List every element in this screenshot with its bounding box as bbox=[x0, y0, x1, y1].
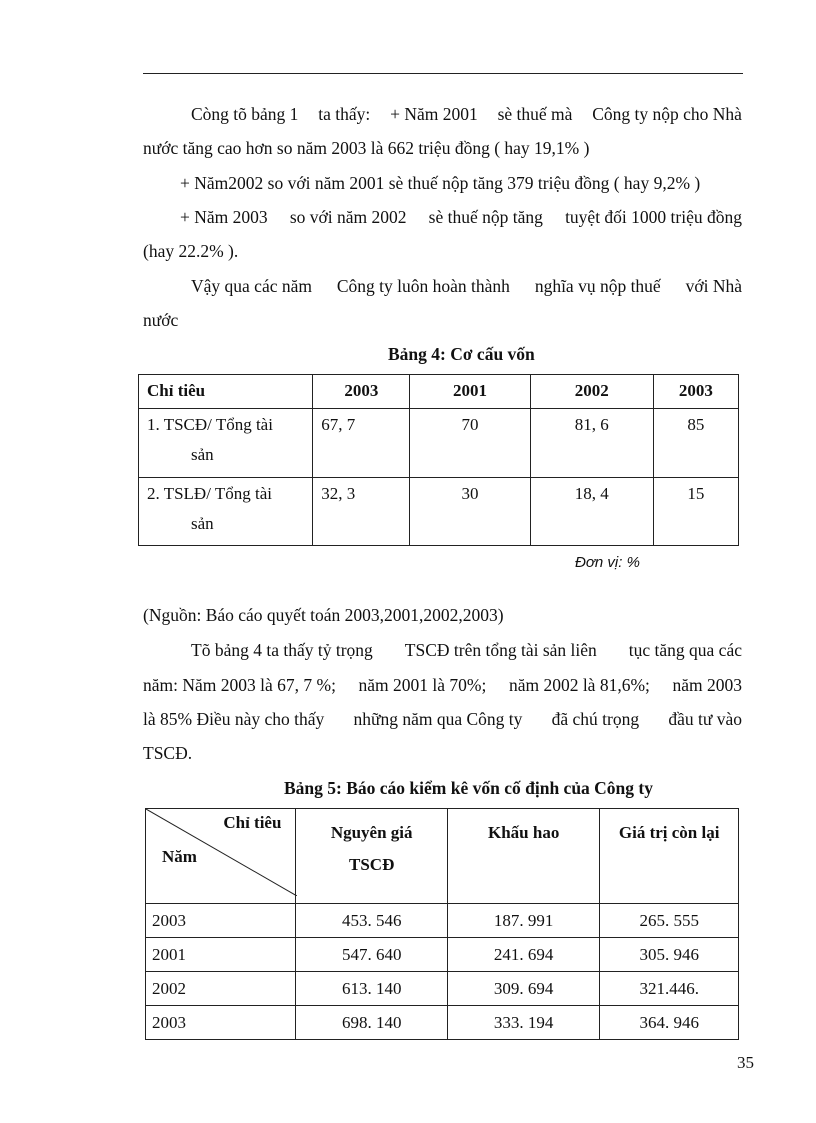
table-cell: 305. 946 bbox=[600, 938, 739, 972]
text-segment: năm 2002 là 81,6%; bbox=[508, 675, 650, 695]
table-cell: 698. 140 bbox=[296, 1006, 448, 1040]
table-cell: 333. 194 bbox=[447, 1006, 599, 1040]
paragraph-3-line-2: (hay 22.2% ). bbox=[143, 241, 239, 261]
unit-note: Đơn vị: % bbox=[575, 554, 640, 571]
page-number: 35 bbox=[737, 1053, 754, 1072]
text-segment: so với năm 2002 bbox=[289, 207, 407, 227]
paragraph-4-line-1 bbox=[191, 276, 742, 297]
text-segment: những năm qua Công ty bbox=[353, 709, 523, 729]
table-cell: 85 bbox=[653, 409, 738, 478]
col-header: 2002 bbox=[530, 375, 653, 409]
text-segment: năm 2003 bbox=[672, 675, 742, 695]
row-label bbox=[139, 478, 313, 546]
diagonal-header-cell bbox=[146, 809, 296, 904]
table-row bbox=[146, 904, 739, 938]
table-cell: 453. 546 bbox=[296, 904, 448, 938]
text-segment: Công ty luôn hoàn thành bbox=[336, 276, 510, 296]
table-cell: 309. 694 bbox=[447, 972, 599, 1006]
col-header: 2001 bbox=[410, 375, 530, 409]
table-cell: 241. 694 bbox=[447, 938, 599, 972]
table-cell: 15 bbox=[653, 478, 738, 546]
table-cell: 613. 140 bbox=[296, 972, 448, 1006]
table-header-row bbox=[146, 809, 739, 904]
table-cell: 187. 991 bbox=[447, 904, 599, 938]
table-4-caption: Bảng 4: Cơ cấu vốn bbox=[388, 344, 535, 364]
paragraph-4-line-2: nước bbox=[143, 310, 179, 330]
text-segment: sè thuế mà bbox=[497, 104, 573, 124]
row-label-cont: sản bbox=[191, 445, 214, 464]
text-segment: nghĩa vụ nộp thuế bbox=[534, 276, 661, 296]
paragraph-5-line-2 bbox=[143, 675, 742, 696]
table-cell: 32, 3 bbox=[313, 478, 410, 546]
table-cell: 30 bbox=[410, 478, 530, 546]
col-header: Chỉ tiêu bbox=[139, 375, 313, 409]
text-segment: năm 2001 là 70%; bbox=[358, 675, 487, 695]
paragraph-5-line-1 bbox=[191, 640, 742, 661]
text-segment: TSCĐ trên tổng tài sản liên bbox=[404, 640, 597, 660]
table-cell: 18, 4 bbox=[530, 478, 653, 546]
table-cell: 265. 555 bbox=[600, 904, 739, 938]
corner-header-top: Chỉ tiêu bbox=[223, 813, 282, 832]
row-label bbox=[139, 409, 313, 478]
text-segment: là 85% Điều này cho thấy bbox=[143, 709, 325, 729]
paragraph-1-line-2: nước tăng cao hơn so năm 2003 là 662 triệu đồng ( hay 19,1% ) bbox=[143, 138, 590, 158]
source-note: (Nguồn: Báo cáo quyết toán 2003,2001,2002,2003) bbox=[143, 605, 504, 625]
table-cell: 67, 7 bbox=[313, 409, 410, 478]
col-header: Giá trị còn lại bbox=[600, 809, 739, 904]
table-row bbox=[146, 972, 739, 1006]
row-label-text: 1. TSCĐ/ Tổng tài bbox=[147, 415, 273, 434]
table-5 bbox=[145, 808, 739, 1040]
year-cell: 2001 bbox=[146, 938, 296, 972]
year-cell: 2002 bbox=[146, 972, 296, 1006]
text-segment: + Năm 2001 bbox=[390, 104, 478, 124]
text-segment: ta thấy: bbox=[318, 104, 371, 124]
table-row bbox=[139, 409, 739, 478]
text-segment: + Năm 2003 bbox=[180, 207, 268, 227]
col-header-line: TSCĐ bbox=[349, 855, 395, 874]
paragraph-2: + Năm2002 so với năm 2001 sè thuế nộp tăng 379 triệu đồng ( hay 9,2% ) bbox=[180, 173, 701, 193]
text-segment: tuyệt đối 1000 triệu đồng bbox=[565, 207, 742, 227]
table-cell: 547. 640 bbox=[296, 938, 448, 972]
col-header: Khấu hao bbox=[447, 809, 599, 904]
text-segment: Tõ bảng 4 ta thấy tỷ trọng bbox=[191, 640, 373, 660]
table-header-row bbox=[139, 375, 739, 409]
table-row bbox=[146, 1006, 739, 1040]
row-label-text: 2. TSLĐ/ Tổng tài bbox=[147, 484, 272, 503]
paragraph-5-line-3 bbox=[143, 709, 742, 730]
table-cell: 70 bbox=[410, 409, 530, 478]
header-rule bbox=[143, 73, 743, 74]
col-header-line: Nguyên giá bbox=[330, 823, 413, 842]
text-segment: đầu tư vào bbox=[668, 709, 742, 729]
year-cell: 2003 bbox=[146, 904, 296, 938]
year-cell: 2003 bbox=[146, 1006, 296, 1040]
text-segment: tục tăng qua các bbox=[628, 640, 742, 660]
paragraph-1-line-1 bbox=[191, 104, 742, 125]
col-header: 2003 bbox=[653, 375, 738, 409]
table-cell: 321.446. bbox=[600, 972, 739, 1006]
col-header bbox=[296, 809, 448, 904]
text-segment: sè thuế nộp tăng bbox=[428, 207, 543, 227]
table-row bbox=[146, 938, 739, 972]
paragraph-3-line-1 bbox=[180, 207, 742, 228]
paragraph-5-line-4: TSCĐ. bbox=[143, 743, 193, 763]
text-segment: đã chú trọng bbox=[551, 709, 640, 729]
table-cell: 364. 946 bbox=[600, 1006, 739, 1040]
text-segment: với Nhà bbox=[685, 276, 742, 296]
table-cell: 81, 6 bbox=[530, 409, 653, 478]
corner-header-bottom: Năm bbox=[162, 847, 197, 866]
row-label-cont: sản bbox=[191, 514, 214, 533]
table-row bbox=[139, 478, 739, 546]
text-segment: năm: Năm 2003 là 67, 7 %; bbox=[143, 675, 336, 695]
col-header: 2003 bbox=[313, 375, 410, 409]
text-segment: Vậy qua các năm bbox=[191, 276, 312, 296]
table-4 bbox=[138, 374, 739, 546]
table-5-caption: Bảng 5: Báo cáo kiểm kê vốn cố định của Công ty bbox=[284, 778, 653, 798]
text-segment: Còng tõ bảng 1 bbox=[191, 104, 299, 124]
text-segment: Công ty nộp cho Nhà bbox=[592, 104, 742, 124]
